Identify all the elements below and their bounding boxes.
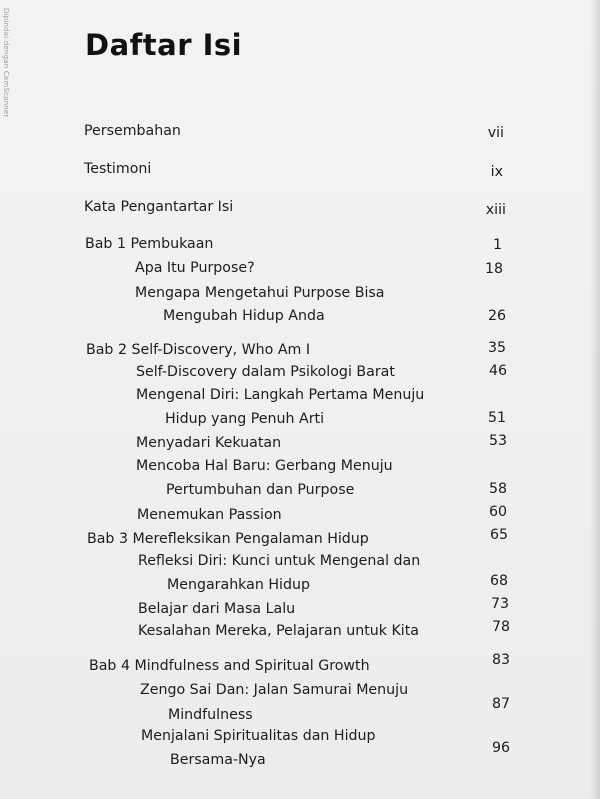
- toc-entry-text: Testimoni: [84, 161, 152, 177]
- toc-entry-text: Bersama-Nya: [170, 752, 266, 768]
- toc-page-number: 51: [487, 410, 506, 426]
- toc-entry-text: Apa Itu Purpose?: [135, 260, 255, 276]
- toc-entry-text: Mengubah Hidup Anda: [163, 308, 325, 324]
- toc-entry-text: Mindfulness: [168, 707, 253, 723]
- toc-page-number: 58: [488, 481, 507, 497]
- toc-page-number: vii: [487, 125, 504, 141]
- toc-entry-text: Mengapa Mengetahui Purpose Bisa: [135, 285, 385, 301]
- toc-entry-text: Hidup yang Penuh Arti: [165, 411, 325, 427]
- page-title: Daftar Isi: [85, 28, 243, 62]
- toc-page-number: 26: [487, 308, 506, 324]
- toc-page-number: 18: [484, 261, 503, 277]
- toc-page-number: 1: [492, 237, 502, 253]
- toc-chapter-text: Bab 4 Mindfulness and Spiritual Growth: [89, 658, 370, 674]
- toc-page-number: 83: [491, 652, 510, 668]
- toc-entry-text: Kata Pengantartar Isi: [84, 199, 234, 215]
- page-edge-shadow: [590, 0, 600, 799]
- toc-page-number: ix: [490, 164, 503, 180]
- toc-entry-text: Mencoba Hal Baru: Gerbang Menuju: [136, 458, 393, 474]
- toc-entry-text: Menemukan Passion: [137, 507, 282, 523]
- toc-entry-text: Refleksi Diri: Kunci untuk Mengenal dan: [138, 553, 421, 569]
- toc-entry-text: Menyadari Kekuatan: [136, 435, 282, 451]
- toc-page-number: 87: [491, 696, 510, 712]
- toc-page-number: 46: [488, 363, 507, 379]
- toc-page-number: 96: [491, 740, 510, 756]
- toc-page-number: 68: [489, 573, 508, 589]
- toc-entry-text: Pertumbuhan dan Purpose: [166, 482, 355, 498]
- toc-page-number: 65: [489, 527, 508, 543]
- toc-entry-text: Mengenal Diri: Langkah Pertama Menuju: [136, 387, 425, 403]
- toc-page-number: 73: [490, 596, 509, 612]
- toc-entry-text: Mengarahkan Hidup: [167, 577, 310, 593]
- toc-entry-text: Persembahan: [84, 123, 181, 139]
- toc-entry-text: Self-Discovery dalam Psikologi Barat: [136, 364, 395, 380]
- toc-page-number: xiii: [485, 202, 506, 218]
- toc-entry-text: Belajar dari Masa Lalu: [138, 601, 296, 617]
- toc-entry-text: Kesalahan Mereka, Pelajaran untuk Kita: [138, 623, 419, 639]
- toc-page-number: 78: [491, 619, 510, 635]
- scanner-watermark: Dipindai dengan CamScanner: [2, 8, 10, 118]
- toc-chapter-text: Bab 2 Self-Discovery, Who Am I: [86, 342, 311, 358]
- toc-chapter-text: Bab 3 Merefleksikan Pengalaman Hidup: [87, 531, 369, 547]
- toc-page-number: 53: [488, 433, 507, 449]
- toc-page-number: 35: [487, 340, 506, 356]
- toc-entry-text: Menjalani Spiritualitas dan Hidup: [141, 728, 376, 744]
- toc-entry-text: Zengo Sai Dan: Jalan Samurai Menuju: [140, 682, 409, 698]
- toc-chapter-text: Bab 1 Pembukaan: [85, 236, 214, 252]
- toc-page-number: 60: [488, 504, 507, 520]
